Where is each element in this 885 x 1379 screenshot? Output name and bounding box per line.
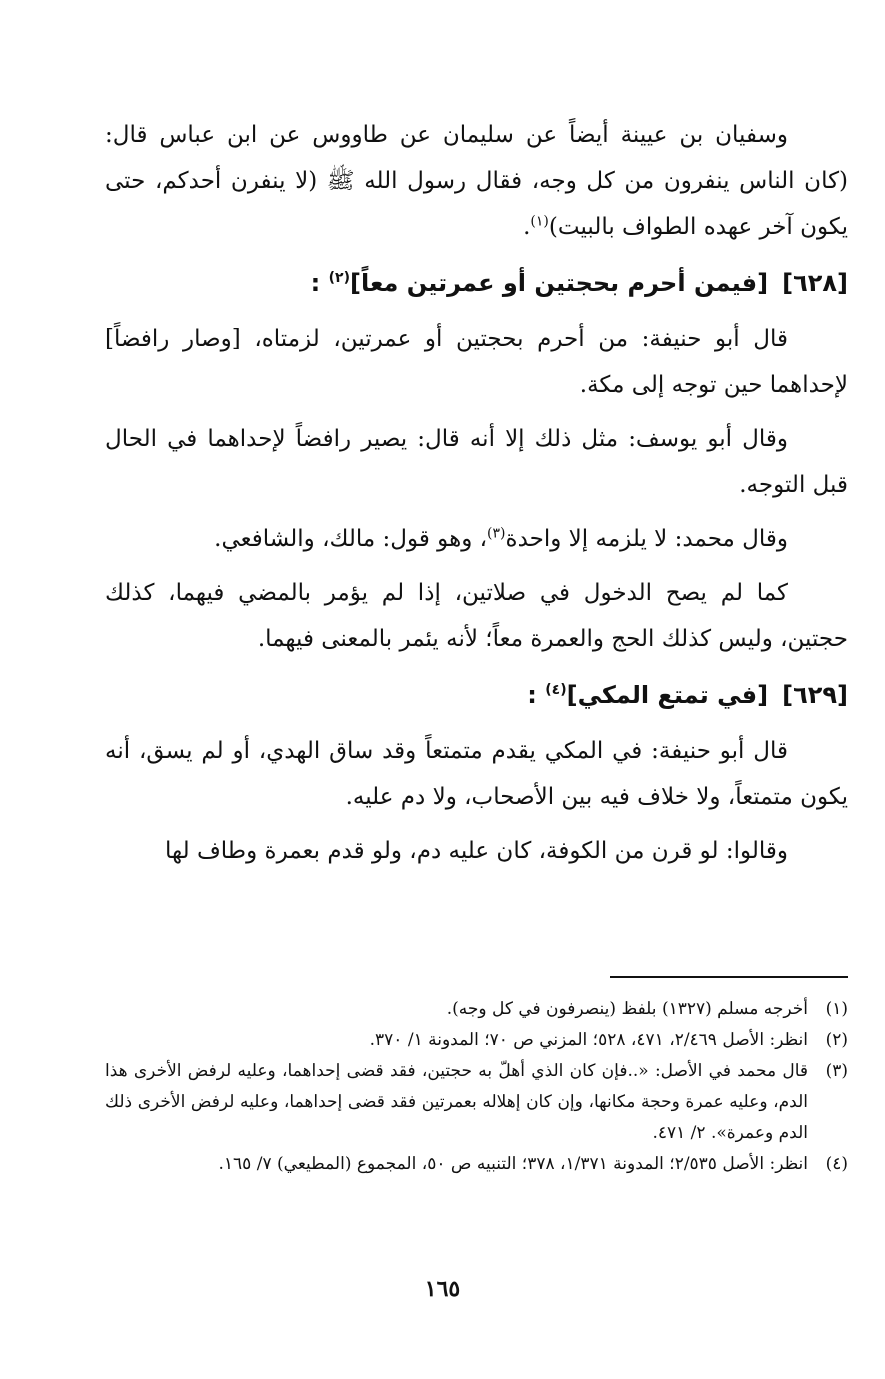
section-heading-628: [٦٢٨][فيمن أحرم بحجتين أو عمرتين معاً]$^{(٢)}$ :: [310, 269, 848, 297]
section-number: [٦٢٩]: [782, 681, 848, 709]
page-number: ١٦٥: [424, 1276, 461, 1302]
footnote-text: انظر: الأصل ٢/٥٣٥؛ المدونة ١/٣٧١، ٣٧٨؛ التنبيه ص ٥٠، المجموع (المطيعي) ٧/ ١٦٥.: [218, 1154, 808, 1174]
footnote-item: [105, 1149, 848, 1180]
paragraph-5: كما لم يصح الدخول في صلاتين، إذا لم يؤمر بالمضي فيهما، كذلك حجتين، وليس كذلك الحج والعمرة معاً؛ لأنه يئمر بالمعنى فيهما.: [105, 580, 848, 652]
footnote-text: قال محمد في الأصل: «..فإن كان الذي أهلّ به حجتين، فقد قضى إحداهما، وعليه لرفض الأخرى هذا الدم، وعليه عمرة وحجة مكانها، وإن كان إهلاله بعمرتين فقد قضى إحداهما، وعليه لرفض الأخرى ذلك الدم وعمرة». ٢/ ٤٧١.: [105, 1061, 808, 1143]
footnote-item: [105, 1025, 848, 1056]
footnote-text: انظر: الأصل ٢/٤٦٩، ٤٧١، ٥٢٨؛ المزني ص ٧٠؛ المدونة ١/ ٣٧٠.: [369, 1030, 808, 1050]
footnote-ref-3: (٣): [487, 525, 506, 542]
footnote-number: (٣): [825, 1061, 848, 1081]
footnote-ref-1: (١): [530, 213, 549, 230]
paragraph-7: وقالوا: لو قرن من الكوفة، كان عليه دم، ولو قدم بعمرة وطاف لها: [165, 838, 788, 864]
footnote-number: (٢): [825, 1030, 848, 1050]
footnote-item: [105, 1056, 848, 1149]
footnote-item: [105, 994, 848, 1025]
section-title: [فيمن أحرم بحجتين أو عمرتين معاً]: [349, 269, 769, 297]
paragraph-1: وسفيان بن عيينة أيضاً عن سليمان عن طاووس عن ابن عباس قال: (كان الناس ينفرون من كل وجه، فقال رسول الله ﷺ (لا ينفرن أحدكم، حتى يكون آخر عهده الطواف بالبيت)$^{(١)}$.: [105, 122, 848, 240]
footnote-number: (١): [825, 999, 848, 1019]
paragraph-2: قال أبو حنيفة: من أحرم بحجتين أو عمرتين، لزمتاه، [وصار رافضاً] لإحداهما حين توجه إلى مكة.: [105, 326, 848, 398]
section-title: [في تمتع المكي]: [566, 681, 769, 709]
paragraph-4: وقال محمد: لا يلزمه إلا واحدة$^{(٣)}$، وهو قول: مالك، والشافعي.: [214, 525, 788, 552]
footnote-separator: [610, 976, 848, 978]
footnote-number: (٤): [825, 1154, 848, 1174]
footnote-text: أخرجه مسلم (١٣٢٧) بلفظ (ينصرفون في كل وجه).: [446, 999, 808, 1019]
footnote-ref-4: (٤): [545, 682, 567, 698]
main-text: [105, 112, 848, 882]
section-number: [٦٢٨]: [782, 269, 848, 297]
paragraph-6: قال أبو حنيفة: في المكي يقدم متمتعاً وقد ساق الهدي، أو لم يسق، أنه يكون متمتعاً، ولا خلاف فيه بين الأصحاب، ولا دم عليه.: [105, 738, 848, 810]
footnotes: [105, 994, 848, 1180]
footnote-ref-2: (٢): [328, 270, 350, 286]
section-heading-629: [٦٢٩][في تمتع المكي]$^{(٤)}$ :: [527, 681, 848, 709]
paragraph-3: وقال أبو يوسف: مثل ذلك إلا أنه قال: يصير رافضاً لإحداهما في الحال قبل التوجه.: [105, 426, 848, 498]
